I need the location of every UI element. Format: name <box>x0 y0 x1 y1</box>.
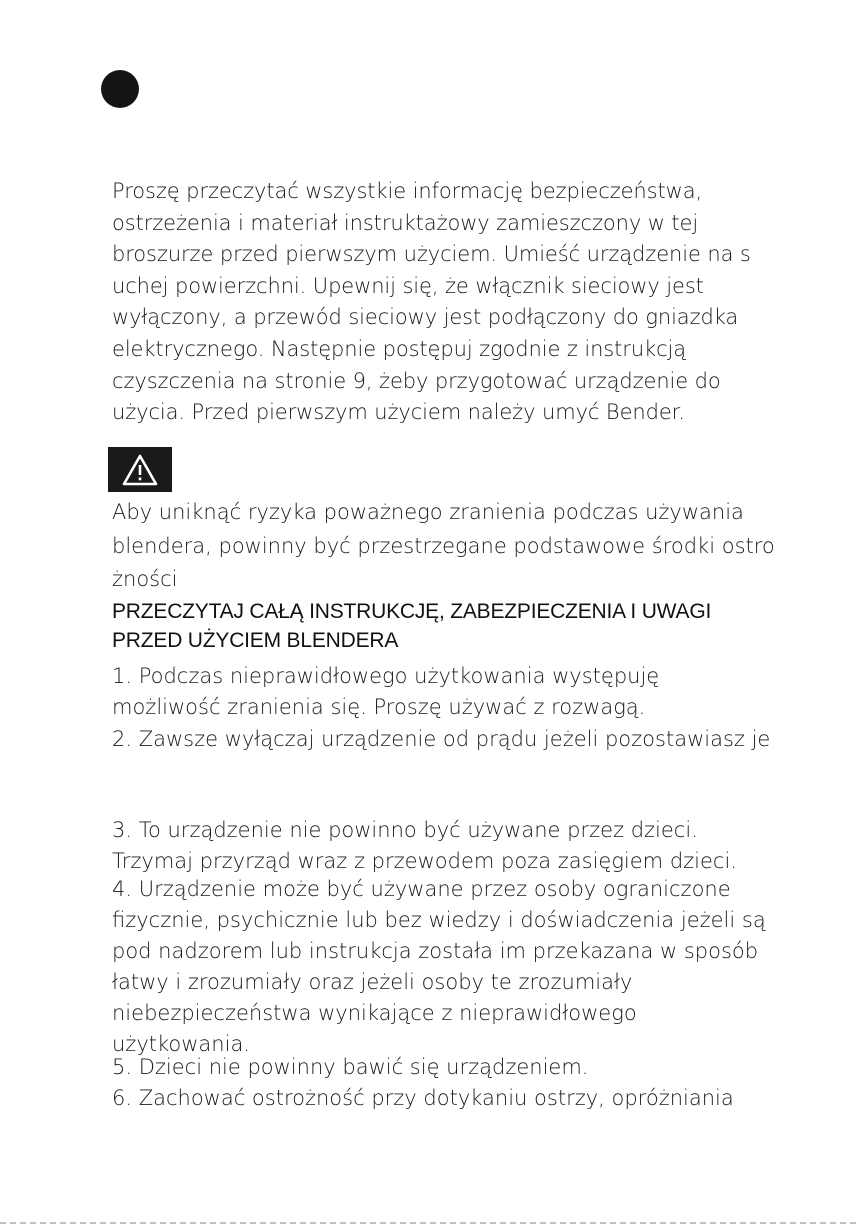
warning-line: żności <box>112 567 178 591</box>
list-item-line: użytkowania. <box>112 1032 250 1056</box>
intro-line: wyłączony, a przewód sieciowy jest podłączony do gniazdka <box>112 305 739 330</box>
heading-line: PRZED UŻYCIEM BLENDERA <box>112 629 399 652</box>
list-item-1 <box>112 661 852 723</box>
list-item-line: niebezpieczeństwa wynikające z nieprawidłowego <box>112 1001 637 1025</box>
list-item-3 <box>112 815 852 877</box>
list-item-line: 2. Zawsze wyłączaj urządzenie od prądu jeżeli pozostawiasz je <box>112 727 771 751</box>
warning-line: Aby uniknąć ryzyka poważnego zranienia podczas używania <box>112 500 744 524</box>
intro-line: ostrzeżenia i materiał instruktażowy zamieszczony w tej <box>112 210 699 235</box>
intro-line: użycia. Przed pierwszym użyciem należy umyć Bender. <box>112 400 685 425</box>
intro-line: broszurze przed pierwszym użyciem. Umieść urządzenie na s <box>112 242 751 267</box>
intro-line: elektrycznego. Następnie postępuj zgodnie z instrukcją <box>112 336 687 361</box>
warning-triangle-icon <box>121 453 159 487</box>
warning-line: blendera, powinny być przestrzegane podstawowe środki ostro <box>112 533 775 558</box>
list-item-line: 4. Urządzenie może być używane przez osoby ograniczone <box>112 877 731 901</box>
list-item-line: pod nadzorem lub instrukcja została im przekazana w sposób <box>112 939 759 963</box>
section-badge <box>101 70 139 108</box>
warning-box <box>108 447 172 492</box>
footer-divider <box>0 1222 857 1224</box>
list-item-2 <box>112 724 852 755</box>
intro-paragraph <box>112 176 832 429</box>
list-item-6 <box>112 1083 852 1114</box>
list-item-line: 6. Zachować ostrożność przy dotykaniu ostrzy, opróżniania <box>112 1086 734 1110</box>
list-item-5 <box>112 1052 852 1083</box>
list-item-line: 5. Dzieci nie powinny bawić się urządzeniem. <box>112 1055 589 1079</box>
list-item-4 <box>112 874 852 1060</box>
list-item-line: fizycznie, psychicznie lub bez wiedzy i doświadczenia jeżeli są <box>112 908 766 932</box>
safety-heading <box>112 597 857 655</box>
intro-line: uchej powierzchni. Upewnij się, że włącznik sieciowy jest <box>112 273 704 298</box>
intro-line: czyszczenia na stronie 9, żeby przygotować urządzenie do <box>112 368 721 393</box>
list-item-line: możliwość zranienia się. Proszę używać z rozwagą. <box>112 695 646 719</box>
list-item-line: 1. Podczas nieprawidłowego użytkowania występuję <box>112 664 660 688</box>
heading-line: PRZECZYTAJ CAŁĄ INSTRUKCJĘ, ZABEZPIECZENIA I UWAGI <box>112 600 712 623</box>
warning-paragraph <box>112 496 852 597</box>
list-item-line: 3. To urządzenie nie powinno być używane przez dzieci. <box>112 818 698 842</box>
intro-line: Proszę przeczytać wszystkie informację bezpieczeństwa, <box>112 179 703 203</box>
list-item-line: łatwy i zrozumiały oraz jeżeli osoby te zrozumiały <box>112 970 633 994</box>
list-item-line: Trzymaj przyrząd wraz z przewodem poza zasięgiem dzieci. <box>112 849 737 873</box>
